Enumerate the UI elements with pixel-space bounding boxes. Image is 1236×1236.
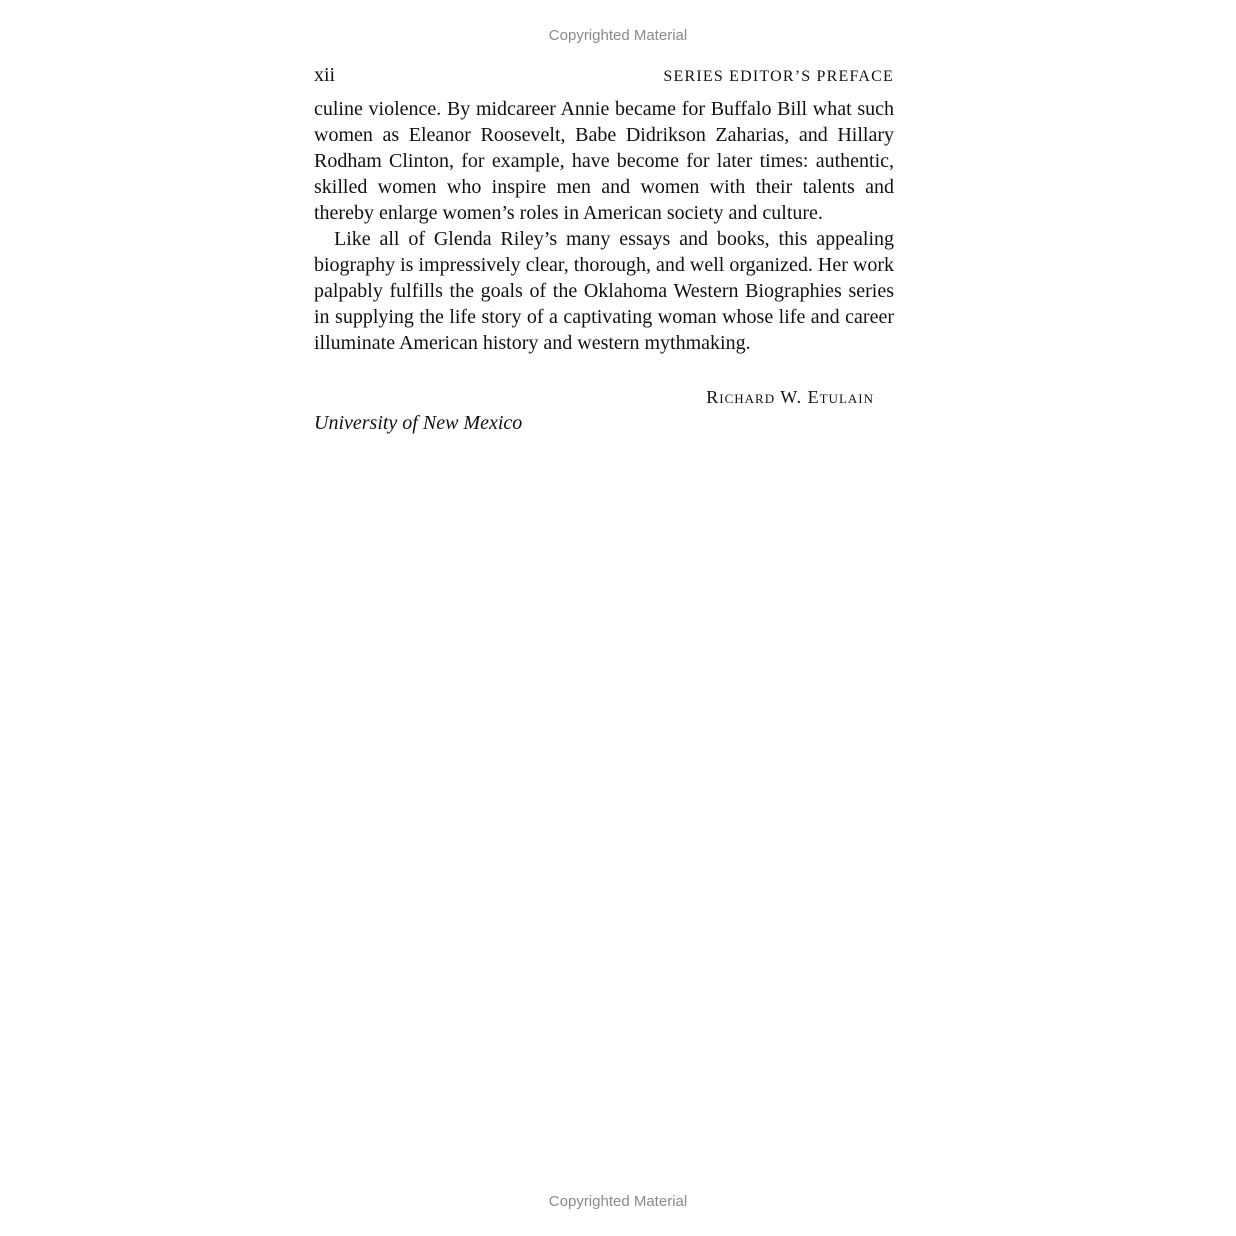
book-page [314,64,894,436]
copyright-watermark-bottom: Copyrighted Material [548,1193,688,1210]
signature-affiliation: University of New Mexico [314,412,523,434]
running-title: SERIES EDITOR’S PREFACE [663,68,894,85]
page-number: xii [314,64,336,86]
body-paragraph-2: Like all of Glenda Riley’s many essays and books, this appealing biography is impressively clear, thorough, and well organized. Her work palpably fulfills the goals of the Oklahoma Western Biographies series in supplying the life story of a captivating woman whose life and career illuminate American history and western mythmaking. [314,228,894,354]
copyright-watermark-top: Copyrighted Material [548,27,688,44]
running-head [314,64,894,96]
signature-name: Richard W. Etulain [706,387,874,407]
body-paragraph-1: culine violence. By midcareer Annie became for Buffalo Bill what such women as Eleanor Roosevelt, Babe Didrikson Zaharias, and Hillary Rodham Clinton, for example, have become for later times: authentic, skilled women who inspire men and women with their talents and thereby enlarge women’s roles in American society and culture. [314,98,894,224]
